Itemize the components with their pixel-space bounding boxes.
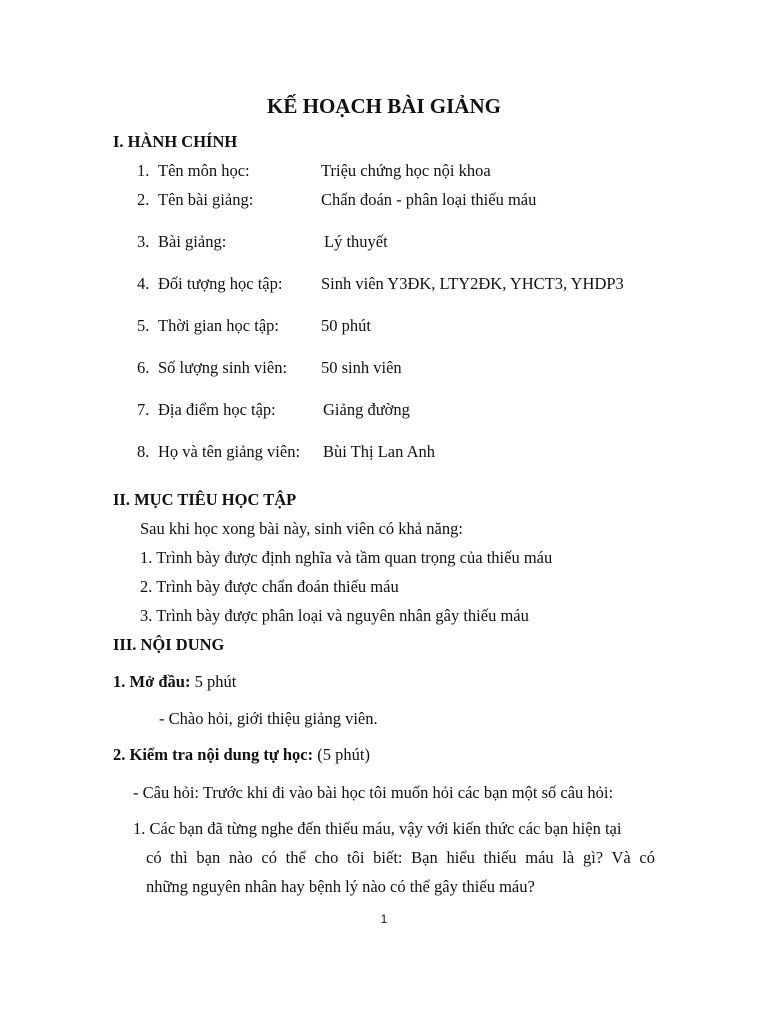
- part-1-line: [113, 672, 236, 692]
- item-1-value: Triệu chứng học nội khoa: [321, 161, 491, 180]
- item-3-number: 3.: [137, 232, 150, 251]
- item-1-label: Tên môn học:: [158, 161, 250, 180]
- item-3-value: Lý thuyết: [324, 232, 388, 251]
- question-intro: - Câu hỏi: Trước khi đi vào bài học tôi muốn hỏi các bạn một số câu hỏi:: [133, 783, 614, 802]
- part-1-label: 1. Mở đầu:: [113, 672, 191, 691]
- part-1-bullet: - Chào hỏi, giới thiệu giảng viên.: [159, 709, 378, 728]
- item-2-label: Tên bài giảng:: [158, 190, 254, 209]
- item-4-number: 4.: [137, 274, 150, 293]
- item-7-number: 7.: [137, 400, 150, 419]
- item-7-label: Địa điểm học tập:: [158, 400, 276, 419]
- item-3-label: Bài giảng:: [158, 232, 227, 251]
- section-1-heading: I. HÀNH CHÍNH: [113, 132, 238, 151]
- item-8-number: 8.: [137, 442, 150, 461]
- item-5-number: 5.: [137, 316, 150, 335]
- item-6-value: 50 sinh viên: [321, 358, 402, 377]
- page-number: 1: [380, 912, 388, 926]
- part-1-duration: 5 phút: [190, 672, 237, 691]
- item-8-value: Bùi Thị Lan Anh: [323, 442, 435, 461]
- item-4-value: Sinh viên Y3ĐK, LTY2ĐK, YHCT3, YHDP3: [321, 274, 624, 293]
- item-6-number: 6.: [137, 358, 150, 377]
- question-1-line-1: 1. Các bạn đã từng nghe đến thiếu máu, vậy với kiến thức các bạn hiện tại: [133, 819, 622, 838]
- objective-1: 1. Trình bày được định nghĩa và tầm quan trọng của thiếu máu: [140, 548, 553, 567]
- item-6-label: Số lượng sinh viên:: [158, 358, 288, 377]
- question-1-line-2: có thì bạn nào có thể cho tôi biết: Bạn hiểu thiếu máu là gì? Và có: [146, 848, 655, 867]
- item-4-label: Đối tượng học tập:: [158, 274, 283, 293]
- question-1-line-3: những nguyên nhân hay bệnh lý nào có thể gây thiếu máu?: [146, 877, 535, 896]
- item-1-number: 1.: [137, 161, 150, 180]
- item-7-value: Giảng đường: [323, 400, 410, 419]
- item-8-label: Họ và tên giảng viên:: [158, 442, 301, 461]
- objective-3: 3. Trình bày được phân loại và nguyên nhân gây thiếu máu: [140, 606, 529, 625]
- section-3-heading: III. NỘI DUNG: [113, 635, 225, 654]
- item-2-number: 2.: [137, 190, 150, 209]
- part-2-line: [113, 745, 370, 765]
- item-5-value: 50 phút: [321, 316, 371, 335]
- document-title: KẾ HOẠCH BÀI GIẢNG: [267, 94, 501, 118]
- objective-2: 2. Trình bày được chẩn đoán thiếu máu: [140, 577, 399, 596]
- part-2-duration: (5 phút): [313, 745, 370, 764]
- section-2-heading: II. MỤC TIÊU HỌC TẬP: [113, 490, 297, 509]
- objectives-intro: Sau khi học xong bài này, sinh viên có khả năng:: [140, 519, 463, 538]
- item-2-value: Chẩn đoán - phân loại thiếu máu: [321, 190, 537, 209]
- part-2-label: 2. Kiểm tra nội dung tự học:: [113, 745, 314, 764]
- item-5-label: Thời gian học tập:: [158, 316, 279, 335]
